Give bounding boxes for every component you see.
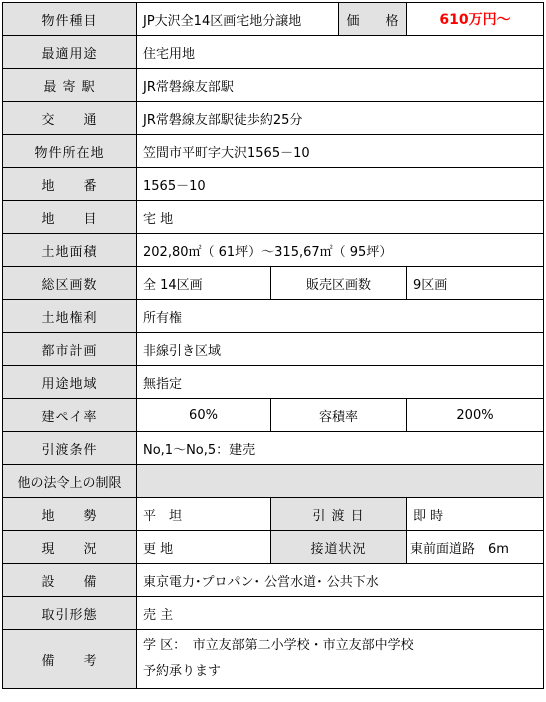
remarks-label: 備 考 [3,630,137,689]
transaction-label: 取引形態 [3,597,137,630]
facilities-label: 設 備 [3,564,137,597]
remarks-value [137,630,544,689]
row-land-category [3,201,544,234]
handover-value: 即 時 [407,498,544,531]
row-property-type [3,3,544,36]
row-transaction [3,597,544,630]
city-plan-value: 非線引き区域 [137,333,544,366]
access-value: JR常磐線友部駅徒歩約25分 [137,102,544,135]
far-value: 200% [407,399,544,432]
address-label: 物件所在地 [3,135,137,168]
row-delivery-terms [3,432,544,465]
access-label: 交 通 [3,102,137,135]
property-info-table [2,2,544,689]
rights-value: 所有権 [137,300,544,333]
row-lot-number [3,168,544,201]
row-land-area [3,234,544,267]
far-label: 容積率 [271,399,407,432]
zoning-value: 無指定 [137,366,544,399]
property-type-label: 物件種目 [3,3,137,36]
coverage-value: 60% [137,399,271,432]
remarks-reservation: 予約承ります [143,664,222,679]
row-rights [3,300,544,333]
sale-lots-label: 販売区画数 [271,267,407,300]
row-facilities [3,564,544,597]
land-area-label: 土地面積 [3,234,137,267]
row-access [3,102,544,135]
property-type-value: JP大沢全14区画宅地分譲地 [137,3,339,36]
lot-number-value: 1565－10 [137,168,544,201]
row-lots [3,267,544,300]
use-value: 住宅用地 [137,36,544,69]
coverage-label: 建ペイ率 [3,399,137,432]
row-use [3,36,544,69]
rights-label: 土地権利 [3,300,137,333]
row-other-law [3,465,544,498]
row-address [3,135,544,168]
delivery-terms-value: No,1～No,5：建売 [137,432,544,465]
city-plan-label: 都市計画 [3,333,137,366]
facilities-value: 東京電力･プロパン･ 公営水道･ 公共下水 [137,564,544,597]
row-status [3,531,544,564]
road-label: 接道状況 [271,531,407,564]
address-value: 笠間市平町字大沢1565－10 [137,135,544,168]
road-value: 東前面道路 6m [407,531,544,564]
remarks-school-district: 学 区： 市立友部第二小学校・市立友部中学校 [143,638,414,653]
land-category-value: 宅 地 [137,201,544,234]
row-remarks [3,630,544,689]
land-category-label: 地 目 [3,201,137,234]
station-label: 最 寄 駅 [3,69,137,102]
sale-lots-value: 9区画 [407,267,544,300]
station-value: JR常磐線友部駅 [137,69,544,102]
lots-label: 総区画数 [3,267,137,300]
status-value: 更 地 [137,531,271,564]
terrain-label: 地 勢 [3,498,137,531]
row-station [3,69,544,102]
land-area-value: 202,80㎡（ 61坪）～315,67㎡（ 95坪） [137,234,544,267]
terrain-value: 平 坦 [137,498,271,531]
row-zoning [3,366,544,399]
row-coverage [3,399,544,432]
row-terrain [3,498,544,531]
handover-label: 引 渡 日 [271,498,407,531]
row-city-plan [3,333,544,366]
status-label: 現 況 [3,531,137,564]
price-value: 610万円～ [407,3,544,36]
use-label: 最適用途 [3,36,137,69]
other-law-label: 他の法令上の制限 [3,465,137,498]
price-label: 価 格 [339,3,407,36]
lots-value: 全 14区画 [137,267,271,300]
zoning-label: 用途地域 [3,366,137,399]
lot-number-label: 地 番 [3,168,137,201]
transaction-value: 売 主 [137,597,544,630]
delivery-terms-label: 引渡条件 [3,432,137,465]
other-law-value [137,465,544,498]
